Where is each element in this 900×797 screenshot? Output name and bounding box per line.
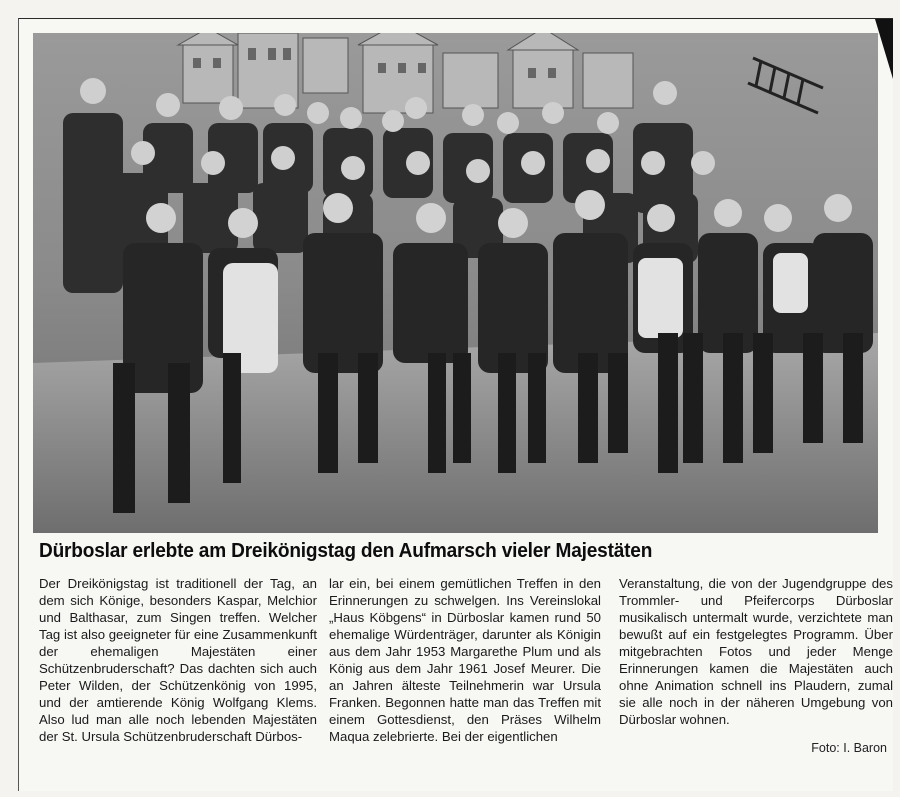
newspaper-clipping bbox=[18, 18, 893, 791]
headline: Dürboslar erlebte am Dreikönigstag den Aufmarsch vieler Majestäten bbox=[39, 539, 653, 562]
article-column-3: Veranstaltung, die von der Jugendgruppe des Trommler- und Pfeifercorps Dürboslar musikalisch untermalt wurde, verzichtete man bewußt auf ein festgelegtes Programm. Über mitgebrachten Fotos und jeder Menge Erinnerungen kamen die Majestäten auch ohne Animation schnell ins Plaudern, zumal sie alle noch in der näheren Umgebung von Dürboslar wohnen. bbox=[619, 576, 893, 727]
article-column-1: Der Dreikönigstag ist traditionell der Tag, an dem sich Könige, besonders Kaspar, Melchior und Balthasar, zum Singen treffen. Welcher Tag ist also geeigneter für eine Zusammenkunft der ehemaligen Majestäten einer Schützenbruderschaft? Das dachten sich auch Peter Wilden, der Schützenkönig von 1995, und der amtierende König Wolfgang Klems. Also lud man alle noch lebenden Majestäten der St. Ursula Schützenbruderschaft Dürbos- bbox=[39, 576, 317, 744]
article-column-2: lar ein, bei einem gemütlichen Treffen in den Erinnerungen zu schwelgen. Ins Vereinslokal „Haus Köbgens“ in Dürboslar kamen rund 50 ehemalige Würdenträger, darunter als Königin aus dem Jahr 1953 Margarethe Plum und als König aus dem Jahr 1961 Josef Meurer. Die an Jahren älteste Teilnehmerin war Ursula Franken. Begonnen hatte man das Treffen mit einem Gottesdienst, den Präses Wilhelm Maqua zelebrierte. Bei der eigentlichen bbox=[329, 576, 601, 744]
group-photo-graphic bbox=[33, 33, 878, 533]
photo-credit: Foto: I. Baron bbox=[811, 741, 887, 755]
group-photo bbox=[33, 33, 878, 533]
